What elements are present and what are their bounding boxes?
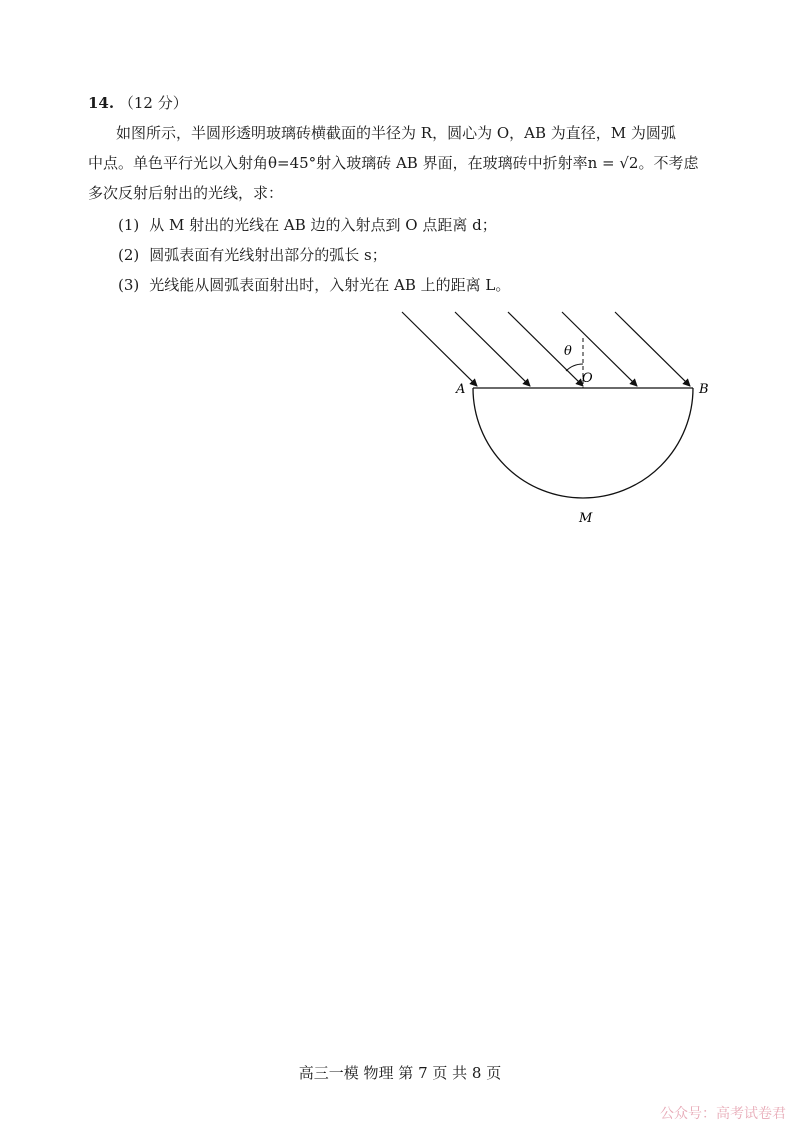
question-number: 14.	[88, 94, 115, 112]
page-footer: 高三一模 物理 第 7 页 共 8 页	[298, 1064, 502, 1082]
sub-question-index: (3)	[118, 276, 140, 294]
sub-question-3	[118, 274, 510, 295]
sub-question-text: 圆弧表面有光线射出部分的弧长 s；	[149, 246, 387, 264]
sub-question-2	[118, 244, 387, 265]
stem-line-2: 中点。单色平行光以入射角θ=45°射入玻璃砖 AB 界面，在玻璃砖中折射率n = √2。不考虑	[88, 154, 699, 172]
watermark: 公众号：高考试卷君	[660, 1106, 786, 1122]
semicircle-arc	[473, 388, 693, 498]
semicircle-glass-figure	[390, 300, 730, 540]
sub-question-index: (1)	[118, 216, 140, 234]
sub-question-text: 光线能从圆弧表面射出时，入射光在 AB 上的距离 L。	[149, 276, 511, 294]
question-header	[88, 92, 188, 113]
sub-question-1	[118, 214, 497, 235]
stem-line-1: 如图所示，半圆形透明玻璃砖横截面的半径为 R，圆心为 O，AB 为直径，M 为圆弧	[116, 124, 676, 142]
question-stem	[88, 118, 728, 208]
point-O-label: O	[582, 371, 593, 386]
angle-arc	[566, 364, 583, 371]
stem-line-3: 多次反射后射出的光线，求：	[88, 184, 284, 202]
theta-label: θ	[564, 344, 572, 359]
point-M-label: M	[579, 511, 593, 526]
sub-question-text: 从 M 射出的光线在 AB 边的入射点到 O 点距离 d；	[149, 216, 497, 234]
sub-question-index: (2)	[118, 246, 140, 264]
question-score: （12 分）	[118, 94, 188, 112]
point-B-label: B	[699, 382, 709, 397]
point-A-label: A	[456, 382, 466, 397]
